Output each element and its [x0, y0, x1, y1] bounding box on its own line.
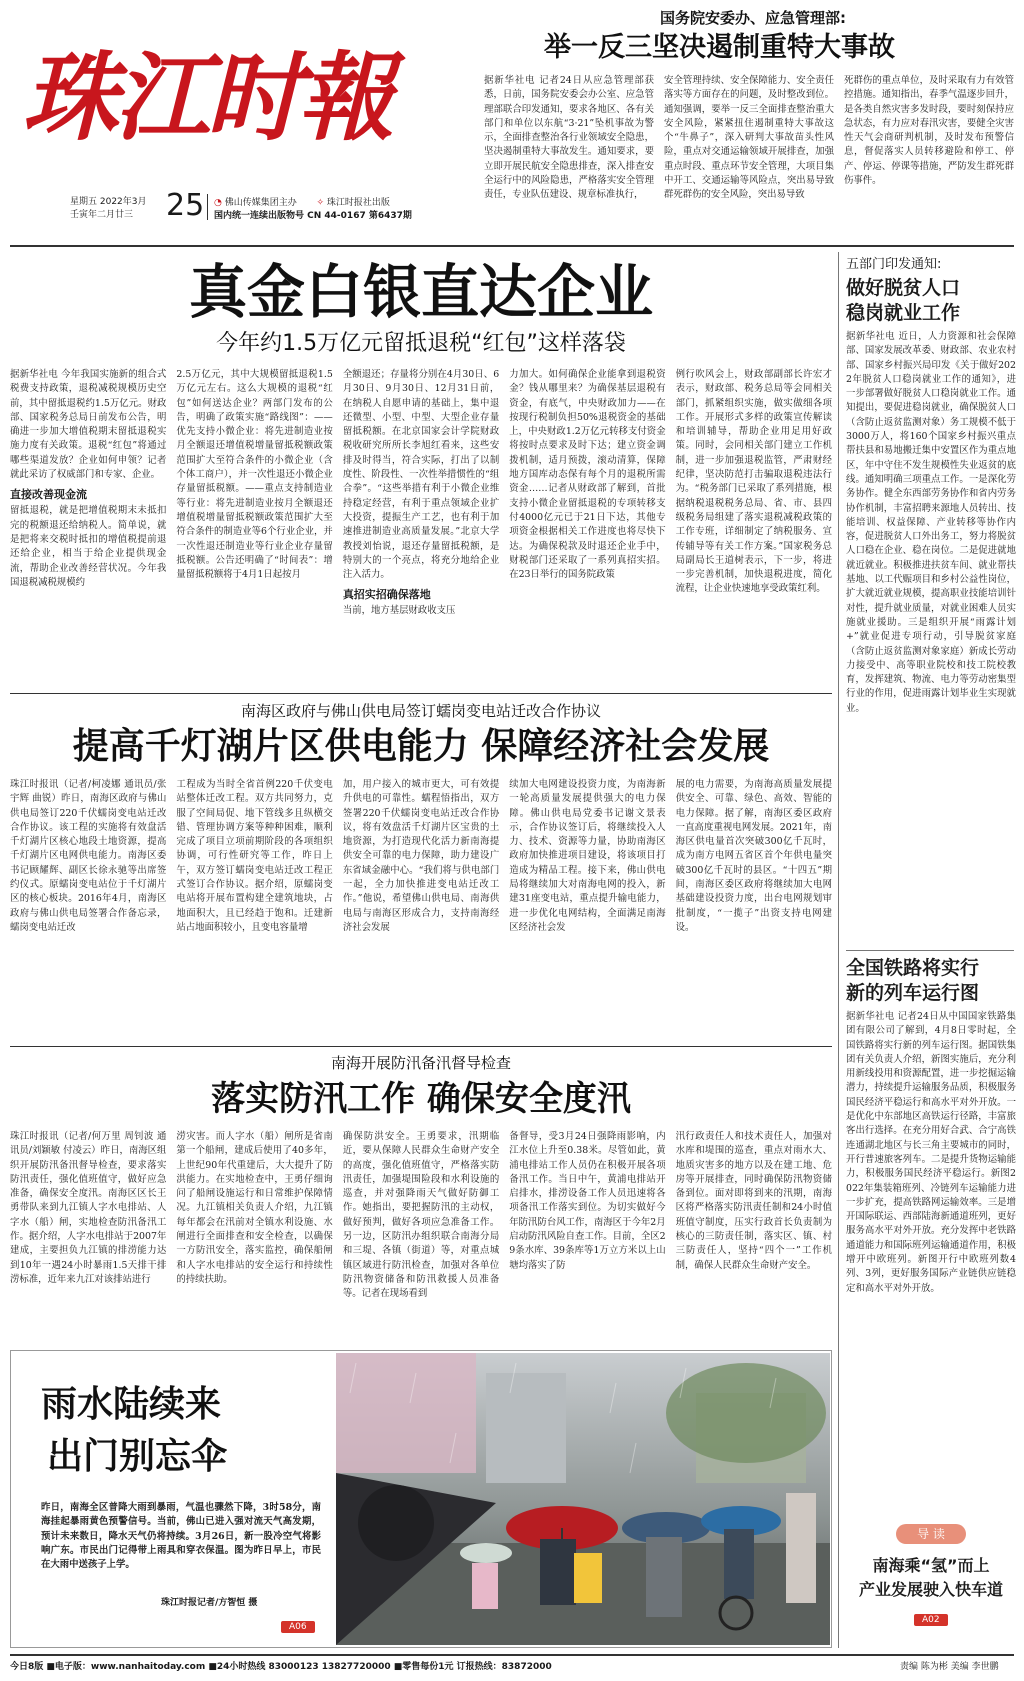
lead-story	[10, 252, 832, 688]
photo-story	[10, 1350, 832, 1648]
lead-subtitle: 今年约1.5万亿元留抵退税“红包”这样落袋	[216, 331, 626, 356]
lead-subhead-2: 真招实招确保落地	[342, 588, 431, 602]
top-story-col-3: 死群伤的重点单位，及时采取有力有效管控措施。通知指出，春季气温逐步回升，是各类自然灾害多发时段，要时刻保持应急状态，有力应对春汛灾害，要健全灾害性天气会商研判机制，及时发布预警信息，督促落实人员转移避险和停工、停产、停运、停课等措施，严防发生群死群伤事件。	[844, 75, 1014, 187]
day-number: 25	[166, 188, 205, 223]
photo-title-line-1: 雨水陆续来	[41, 1384, 222, 1425]
rail-text: 据新华社电 记者24日从中国国家铁路集团有限公司了解到，4月8日零时起，全国铁路将实行新的列车运行图。据国铁集团有关负责人介绍，新图实施后，充分利用新线投用和资源配置，进一步挖掘运输潜力，持续提升运输服务品质，积极服务国民经济平稳运行和高水平对外开放。一是优化中东部地区高铁运行径路，丰富旅客出行选择。在充分用好合武、合宁高铁连通湖北地区与长三角主要城市的同时，开行普速旅客列车。二是提升货物运输能力，积极服务国民经济平稳运行。新图2022年集装箱班列、冷链列车运输能力进一步扩充，提高铁路网运输效率。三是增开国际联运、西部陆海新通道班列，更好服务高水平对外开放。充分发挥中老铁路通道能力和国际班列运输通道作用，积极增开中欧班列。新图开行中欧班列数4列、3列，更好服务国际产业链供应链稳定和高水平对外开放。	[846, 1011, 1016, 1294]
power-col-3: 加，用户接入的城市更大，可有效提升供电的可靠性。蠕程悟指出，双方签署220千伏蠕岗变电站迁改合作协议，将有效盘活千灯湖片区宝贵的土地资源，为打造现代化活力新南海提供安全可靠的电力保障，助力建设广东省域金融中心。“我们将与供电部门一起，全力加快推进变电站迁改工作。”他说，希望佛山供电局、南海供电局与南海区形成合力，支持南海经济社会发展	[342, 779, 500, 933]
lunar-date: 壬寅年二月廿三	[70, 210, 134, 220]
rail-title-line-2: 新的列车运行图	[846, 982, 980, 1004]
flood-kicker: 南海开展防汛备汛督导检查	[330, 1054, 511, 1072]
sidebar-title-line-2: 稳岗就业工作	[846, 302, 961, 324]
flood-col-2: 涝灾害。而人字水（船）闸所是省南第一个船闸，建成后使用了40多年，上世纪90年代重建后，大大提升了防洪能力。在实地检查中，王勇仔细询问了船闸设施运行和日常维护保障情况。九江镇相关负责人介绍，九江镇每年都会在汛前对全镇水利设施、水闸进行全面排查和安全检查，以确保一方防汛安全，落实监控，确保船闸和人字水电排站的安全运行和持续性的持续扶助。	[176, 1131, 333, 1285]
zjsb-logo-icon: ✧	[316, 198, 325, 208]
newspaper-logo	[22, 38, 462, 158]
sidebar-divider-1	[846, 950, 1014, 951]
power-title: 提高千灯湖片区供电能力 保障经济社会发展	[72, 726, 770, 767]
publisher: 珠江时报社出版	[326, 198, 390, 208]
power-col-4: 续加大电网建设投资力度，为南海新一轮高质量发展提供强大的电力保障。佛山供电局党委书记谢文景表示，合作协议签订后，将继续投入人力、技术、资源等力量，协助南海区政府加快推进项目建设，将该项目打造成为精品工程。接下来，佛山供电局将继续加大对南海电网的投入，新建31座变电站，重点提升输电能力，进一步优化电网结构，全面满足南海区经济社会发	[509, 779, 666, 933]
photo-page-ref: A06	[281, 1621, 315, 1633]
flood-body	[10, 1130, 832, 1344]
guide-label: 导 读	[896, 1524, 966, 1544]
photo-title	[41, 1379, 227, 1483]
top-story-kicker: 国务院安委办、应急管理部:	[660, 9, 846, 27]
sidebar-text: 据新华社电 近日，人力资源和社会保障部、国家发展改革委、财政部、农业农村部、国家乡村振兴局印发《关于做好2022年脱贫人口稳岗就业工作的通知》，进一步部署做好脱贫人口稳岗就业工作。通知提出，要促进稳岗就业，确保脱贫人口（含防止返贫监测对象）务工规模不低于3000万人，将160个国家乡村振兴重点帮扶县和易地搬迁集中安置区作为重点地区，年中守住不发生规模性失业返贫的底线。通知明确三项重点工作。一是深化劳务协作。健全东西部劳务协作和省内劳务协作机制，丰富招聘来源地人员转出、技能培训、权益保障、产业转移等协作内容，促进脱贫人口外出务工，努力将脱贫人口稳在企业、稳在岗位。二是促进就地就近就业。积极推进扶贫车间、就业帮扶基地、以工代赈项目和乡村公益性岗位，扩大就近就业规模，提高职业技能培训针对性，提升就业质量，对就业困难人员实施就业援助。三是组织开展“雨露计划+”就业促进专项行动，引导脱贫家庭（含防止返贫监测对象家庭）新成长劳动力接受中、高等职业院校和技工院校教育，发挥建筑、物流、电力等劳动密集型行业的作用，促进雨露计划毕业生实现就业。	[846, 331, 1016, 714]
top-story-title: 举一反三坚决遏制重特大事故	[544, 32, 895, 63]
top-story-col-1: 据新华社电 记者24日从应急管理部获悉，日前，国务院安委会办公室、应急管理部联合印发通知，要求各地区、各有关部门和单位以东航“3·21”坠机事故为警示，全面排查整治各行业领域安全隐患，坚决遏制重特大事故发生。通知要求，要立即开展民航安全隐患排查，深入排查安全运行中的风险隐患，严格落实安全管理责任，专业队伍建设、规章标准执行，	[484, 75, 654, 201]
flood-col-4: 备督导，受3月24日强降雨影响，内江水位上升至0.38米。尽管如此，黄浦电排站工作人员仍在积极开展各项备汛工作。当日中午，黄浦电排站开启排水，排涝设备工作人员迅速将各项备汛工作落实到位。为切实做好今年防汛防台风工作，南海区于今年2月启动防汛风险自查工作。目前，全区29条水库、39条库等1万立方米以上山塘均落实了防	[509, 1131, 666, 1271]
lead-col-2: 2.5万亿元，其中大规模留抵退税1.5万亿元左右。这么大规模的退税“红包”如何送达企业？两部门发布的公告，明确了政策实施“路线图”：——优先支持小微企业：将先进制造业按月全额退还增值税增量留抵税额政策范围扩大至符合条件的小微企业（含个体工商户），并一次性退还小微企业存量留抵税额。——重点支持制造业等行业：将先进制造业按月全额退还增值税增量留抵税额政策范围扩大至符合条件的制造业等6个行业企业，并一次性退还制造业等行业企业存量留抵税额。公告还明确了“时间表”：增量留抵税额将于4月1日起按月	[176, 369, 333, 581]
lead-title: 真金白银直达企业	[188, 260, 653, 324]
rain-photo-svg	[336, 1353, 830, 1645]
power-col-5: 展的电力需要，为南海高质量发展提供安全、可靠、绿色、高效、智能的电力保障。据了解，南海区委区政府一直高度重视电网发展。2021年，南海区供电量首次突破300亿千瓦时，成为南方电网五省区首个年供电量突破300亿千瓦时的县区。“十四五”期间，南海区委区政府将继续加大电网基础建设投资力度，出台电网规划审批制度，“一揽子”出资支持电网建设。	[675, 779, 833, 933]
rail-story	[846, 956, 1016, 1516]
lead-col-1-text: 据新华社电 今年我国实施新的组合式税费支持政策，退税减税规模历史空前，其中留抵退税约1.5万亿元。财政部、国家税务总局日前发布公告，明确进一步加大增值税期末留抵退税实施力度有关政策。退税“红包”将通过哪些渠道发放？企业如何申领？记者就此采访了权威部门和专家、企业。	[10, 369, 167, 481]
masthead-divider	[207, 194, 208, 220]
lead-col-1b-text: 留抵退税，就是把增值税期末未抵扣完的税额退还给纳税人。简单说，就是把将来交税时抵扣的增值税提前退还给企业，相当于给企业提供现金流，帮助企业改善经营状况。今年我国退税减税规模约	[10, 505, 167, 588]
flood-col-5: 汛行政责任人和技术责任人，加强对水库和堤围的巡查，重点对雨水大、地质灾害多的地方以及在建工地、危房等开展排查，同时确保防汛物资储备到位。面对即将到来的汛期，南海区将严格落实防汛责任制和24小时值班值守制度，压实行政首长负责制为核心的三防责任制，落实区、镇、村三防责任人，坚持“四个一”工作机制，确保人民群众生命财产安全。	[675, 1131, 833, 1271]
footer-rule	[10, 1654, 1014, 1656]
guide-title-line-2: 产业发展驶入快车道	[858, 1580, 1003, 1599]
power-col-2: 工程成为当时全省首例220千伏变电站整体迁改工程。双方共同努力，克服了空间局促、地下管线多且纵横交错、管理协调方案等种种困难，顺利完成了项目立项前期阶段的各项组织协调，可行性研究等工作，昨日上午，双方签订蠕岗变电站迁改工程正式签订合作协议。据介绍，原蠕岗变电站将开展布置构建全建筑地块，占地面积大，且已经趋于饱和。迁建新站占地面积较小，且变电容量增	[176, 779, 333, 933]
lead-col-1	[10, 368, 166, 686]
lead-col-4: 力加大。如何确保企业能拿到退税资金？钱从哪里来？为确保基层退税有资金，有底气，中央财政加力——在按现行税制负担50%退税资金的基础上，中央财政1.2万亿元转移支付资金将按时点要求及时下达；建立资金调拨机制，适月预拨，滚动清算，保障地方国库动态保有每个月的退税所需资金……记者从财政部了解到，首批支持小微企业留抵退税的专项转移支付4000亿元已于21日下达，其他专项资金根据相关工作进度也将尽快下达。为确保税款及时退还企业手中，财税部门还采取了一系列真招实招。在23日举行的国务院政策	[509, 369, 666, 581]
top-story-col-2: 安全管理持续、安全保障能力、安全责任落实等方面存在的问题，及时整改到位。通知强调，要举一反三全面排查整治重大安全风险，紧紧扭住遏制重特大事故这个“牛鼻子”，深入研判大事故苗头性风险，重点对交通运输领域开展排查，加强重点时段、重点环节安全管理，大项目集中开工、交通运输等风险点，突出易导致群死群伤的安全风险，突出易导致	[664, 75, 834, 201]
power-rule	[10, 1046, 832, 1047]
top-story-body	[484, 74, 1014, 232]
power-story	[10, 698, 832, 1043]
lead-col-5: 例行吹风会上，财政部副部长许宏才表示，财政部、税务总局等会同相关部门，抓紧组织实施，做实做细各项工作。开展形式多样的政策宣传解读和培训辅导，帮助企业用足用好政策。同时，会同相关部门建立工作机制，进一步加强退税监管，严肃财经纪律，坚决防范打击骗取退税违法行为。“税务部门已采取了系列措施，根据纳税退税税务总局、省、市、县四级税务局组建了落实退税减税政策的工作专班，详细制定了纳税服务、宣传辅导等有关工作方案。”国家税务总局副局长王道树表示，下一步，将进一步完善机制，加快退税进度，简化流程，让企业快速地享受政策红利。	[675, 369, 833, 595]
rail-title	[846, 956, 1016, 1006]
logo-text: 珠江时報	[22, 41, 390, 154]
power-kicker: 南海区政府与佛山供电局签订蠕岗变电站迁改合作协议	[240, 702, 601, 720]
sponsor: 佛山传媒集团主办	[224, 198, 297, 208]
flood-col-3: 确保防洪安全。王勇要求，汛期临近，要从保障人民群众生命财产安全的高度，强化值班值守，严格落实防汛责任，加强堤围险段和水利设施的巡查，并对强降雨天气做好防御工作。她指出，要把握防汛的主动权，做好预判，做好各项应急准备工作。另一边，区防汛办组织联合南海分局和三堤、各镇（街道）等，对重点城镇区域进行防汛检查，加强对各单位防汛物资储备和防汛救援人员准备等。记者在现场看到	[342, 1131, 500, 1300]
lead-subhead-1: 直接改善现金流	[10, 488, 87, 502]
rain-photo	[336, 1353, 830, 1645]
photo-credit: 珠江时报记者/方智恒 摄	[161, 1598, 258, 1608]
power-body	[10, 778, 832, 1040]
footer-left: 今日8版 ■电子版：www.nanhaitoday.com ■24小时热线 83000123 13827720000 ■零售每份1元 订报热线：83872000	[10, 1662, 552, 1672]
lead-rule	[10, 693, 832, 694]
lead-col-3-text: 全额退还；存量将分别在4月30日、6月30日、9月30日、12月31日前，在纳税人自愿申请的基础上，集中退还微型、小型、中型、大型企业存量留抵税额。在北京国家会计学院财政税收研究所所长李旭红看来，这些安排及时得当，符合实际，打出了以制度性、阶段性、一次性举措惯性的“组合拳”。“这些举措有利于小微企业维持稳定经营，有利于重点领域企业扩大投资，提振生产工艺，也有利于加速推进制造业高质量发展。”北京大学教授刘怡说，退还存量留抵税额，是特别大的一个亮点，将充分地给企业注入活力。	[342, 369, 500, 581]
date-line: 星期五 2022年3月	[70, 197, 147, 207]
power-col-1: 珠江时报讯（记者/柯凌娜 通讯员/张宇辉 曲锐）昨日，南海区政府与佛山供电局签订220千伏蠕岗变电站迁改合作协议。该工程的实施将有效盘活千灯湖片区核心地段土地资源，提高千灯湖片区电网供电能力。南海区委书记顾耀辉、副区长徐永驰等出席签约仪式。原蠕岗变电站位于千灯湖片区的核心板块。2016年4月，南海区政府与佛山供电局签署合作备忘录，蠕岗变电站迁改	[10, 779, 167, 933]
date-block	[70, 196, 147, 222]
sidebar-story	[846, 256, 1016, 946]
guide-title-line-1: 南海乘“氢”而上	[872, 1556, 990, 1575]
photo-title-line-2: 出门别忘伞	[47, 1436, 228, 1477]
footer-right: 责编 陈为彬 美编 李世鹏	[900, 1662, 999, 1672]
fstv-logo-icon: ◔	[214, 198, 222, 208]
sidebar-title	[846, 276, 1016, 326]
flood-title: 落实防汛工作 确保安全度汛	[211, 1079, 631, 1119]
top-story	[484, 8, 1014, 234]
sidebar-kicker: 五部门印发通知:	[846, 257, 942, 272]
flood-col-1: 珠江时报讯（记者/何万里 周钊波 通讯员/刘颖敏 付凌云）昨日，南海区组织开展防汛备汛督导检查，要求落实防汛责任，强化值班值守，做好应急准备，确保安全度汛。南海区区长王勇带队来到九江镇人字水电排站、人字水（船）闸，实地检查防汛备汛工作。据介绍，人字水电排站于2007年建成，主要担负九江镇的排涝能力达到10年一遇24小时暴雨1.5天排干排涝标准，近年来九江对该排站进行	[10, 1131, 167, 1285]
flood-story	[10, 1050, 832, 1346]
rail-title-line-1: 全国铁路将实行	[846, 957, 980, 979]
masthead-rule	[10, 245, 1014, 247]
photo-caption: 昨日，南海全区普降大雨到暴雨，气温也骤然下降，3时58分，南海挂起暴雨黄色预警信号。当前，佛山已进入强对流天气高发期，预计未来数日，降水天气仍将持续。3月26日，新一股冷空气将影响广东。市民出门记得带上雨具和穿衣保温。图为昨日早上，市民在大雨中送孩子上学。	[41, 1502, 321, 1571]
guide-box	[846, 1524, 1016, 1648]
lead-body	[10, 368, 832, 686]
sidebar-title-line-1: 做好脱贫人口	[846, 277, 961, 299]
sidebar-rule	[838, 252, 839, 1648]
publisher-block	[214, 197, 412, 223]
lead-col-3	[343, 368, 499, 686]
lead-col-3b-text: 当前，地方基层财政收支压	[342, 605, 456, 617]
guide-title	[846, 1554, 1016, 1602]
issn-line: 国内统一连续出版物号 CN 44-0167 第6437期	[214, 211, 412, 221]
guide-page-ref: A02	[914, 1614, 948, 1626]
